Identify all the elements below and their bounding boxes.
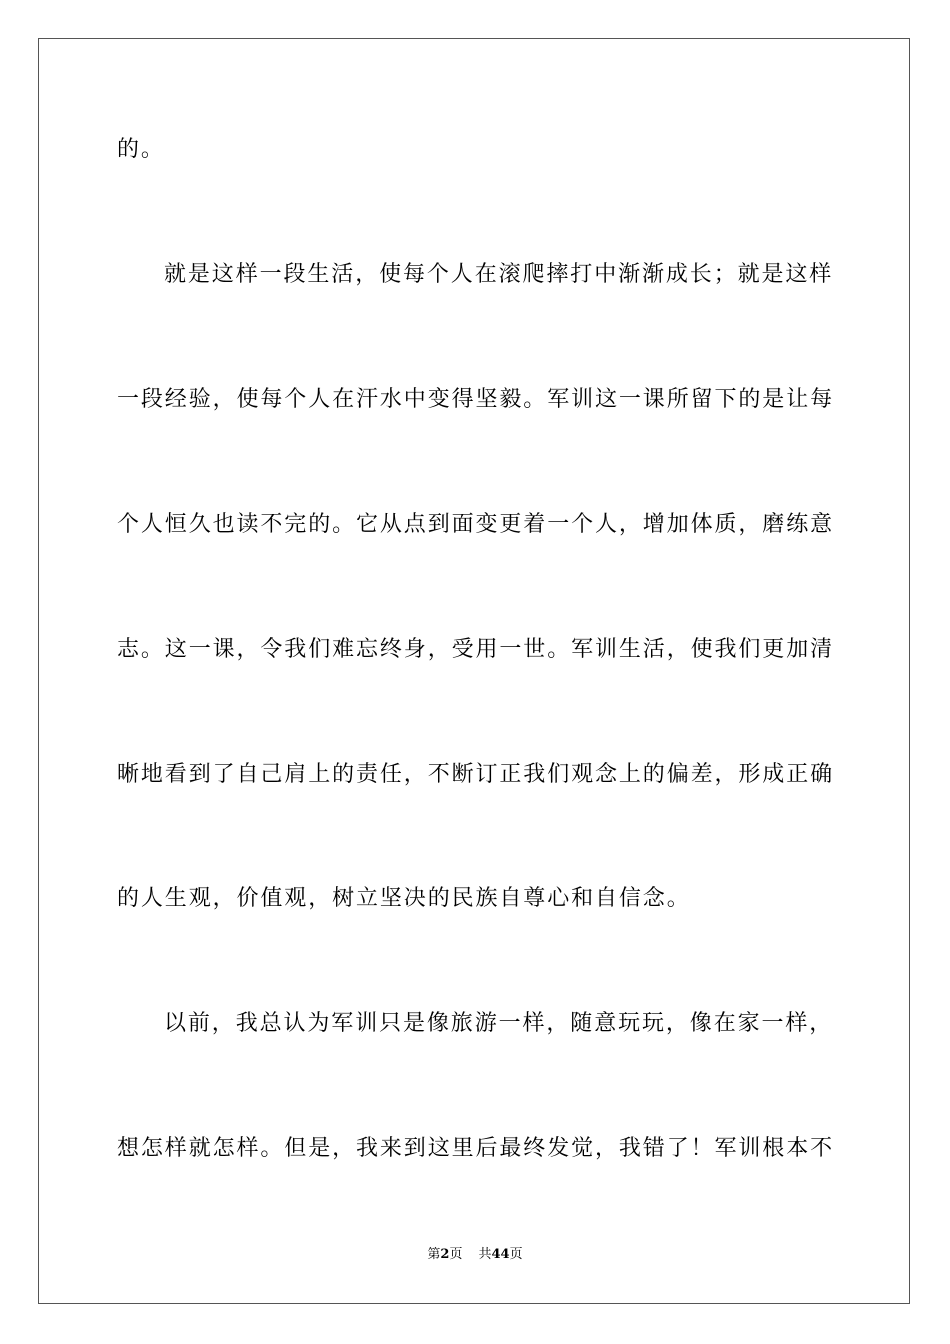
text-line: 志。这一课，令我们难忘终身，受用一世。军训生活，使我们更加清 bbox=[117, 637, 835, 662]
text-line: 晰地看到了自己肩上的责任，不断订正我们观念上的偏差，形成正确 bbox=[117, 762, 835, 787]
page-prefix: 第 bbox=[427, 1247, 441, 1262]
text-line: 的。 bbox=[117, 137, 165, 162]
page-suffix: 页 bbox=[449, 1247, 463, 1262]
total-pages-number: 44 bbox=[491, 1247, 510, 1262]
paragraph-start-line: 以前，我总认为军训只是像旅游一样，随意玩玩，像在家一样， bbox=[164, 1011, 834, 1036]
text-line: 想怎样就怎样。但是，我来到这里后最终发觉，我错了！军训根本不 bbox=[117, 1136, 835, 1161]
text-line: 一段经验，使每个人在汗水中变得坚毅。军训这一课所留下的是让每 bbox=[117, 387, 835, 412]
paragraph-start-line: 就是这样一段生活，使每个人在滚爬摔打中渐渐成长；就是这样 bbox=[164, 262, 834, 287]
total-suffix: 页 bbox=[509, 1247, 523, 1262]
text-line: 的人生观，价值观，树立坚决的民族自尊心和自信念。 bbox=[117, 886, 691, 911]
current-page-number: 2 bbox=[440, 1247, 450, 1262]
page-border bbox=[38, 38, 910, 1304]
text-line: 个人恒久也读不完的。它从点到面变更着一个人，增加体质，磨练意 bbox=[117, 512, 835, 537]
page-footer bbox=[0, 1246, 950, 1264]
total-prefix: 共 bbox=[478, 1247, 492, 1262]
